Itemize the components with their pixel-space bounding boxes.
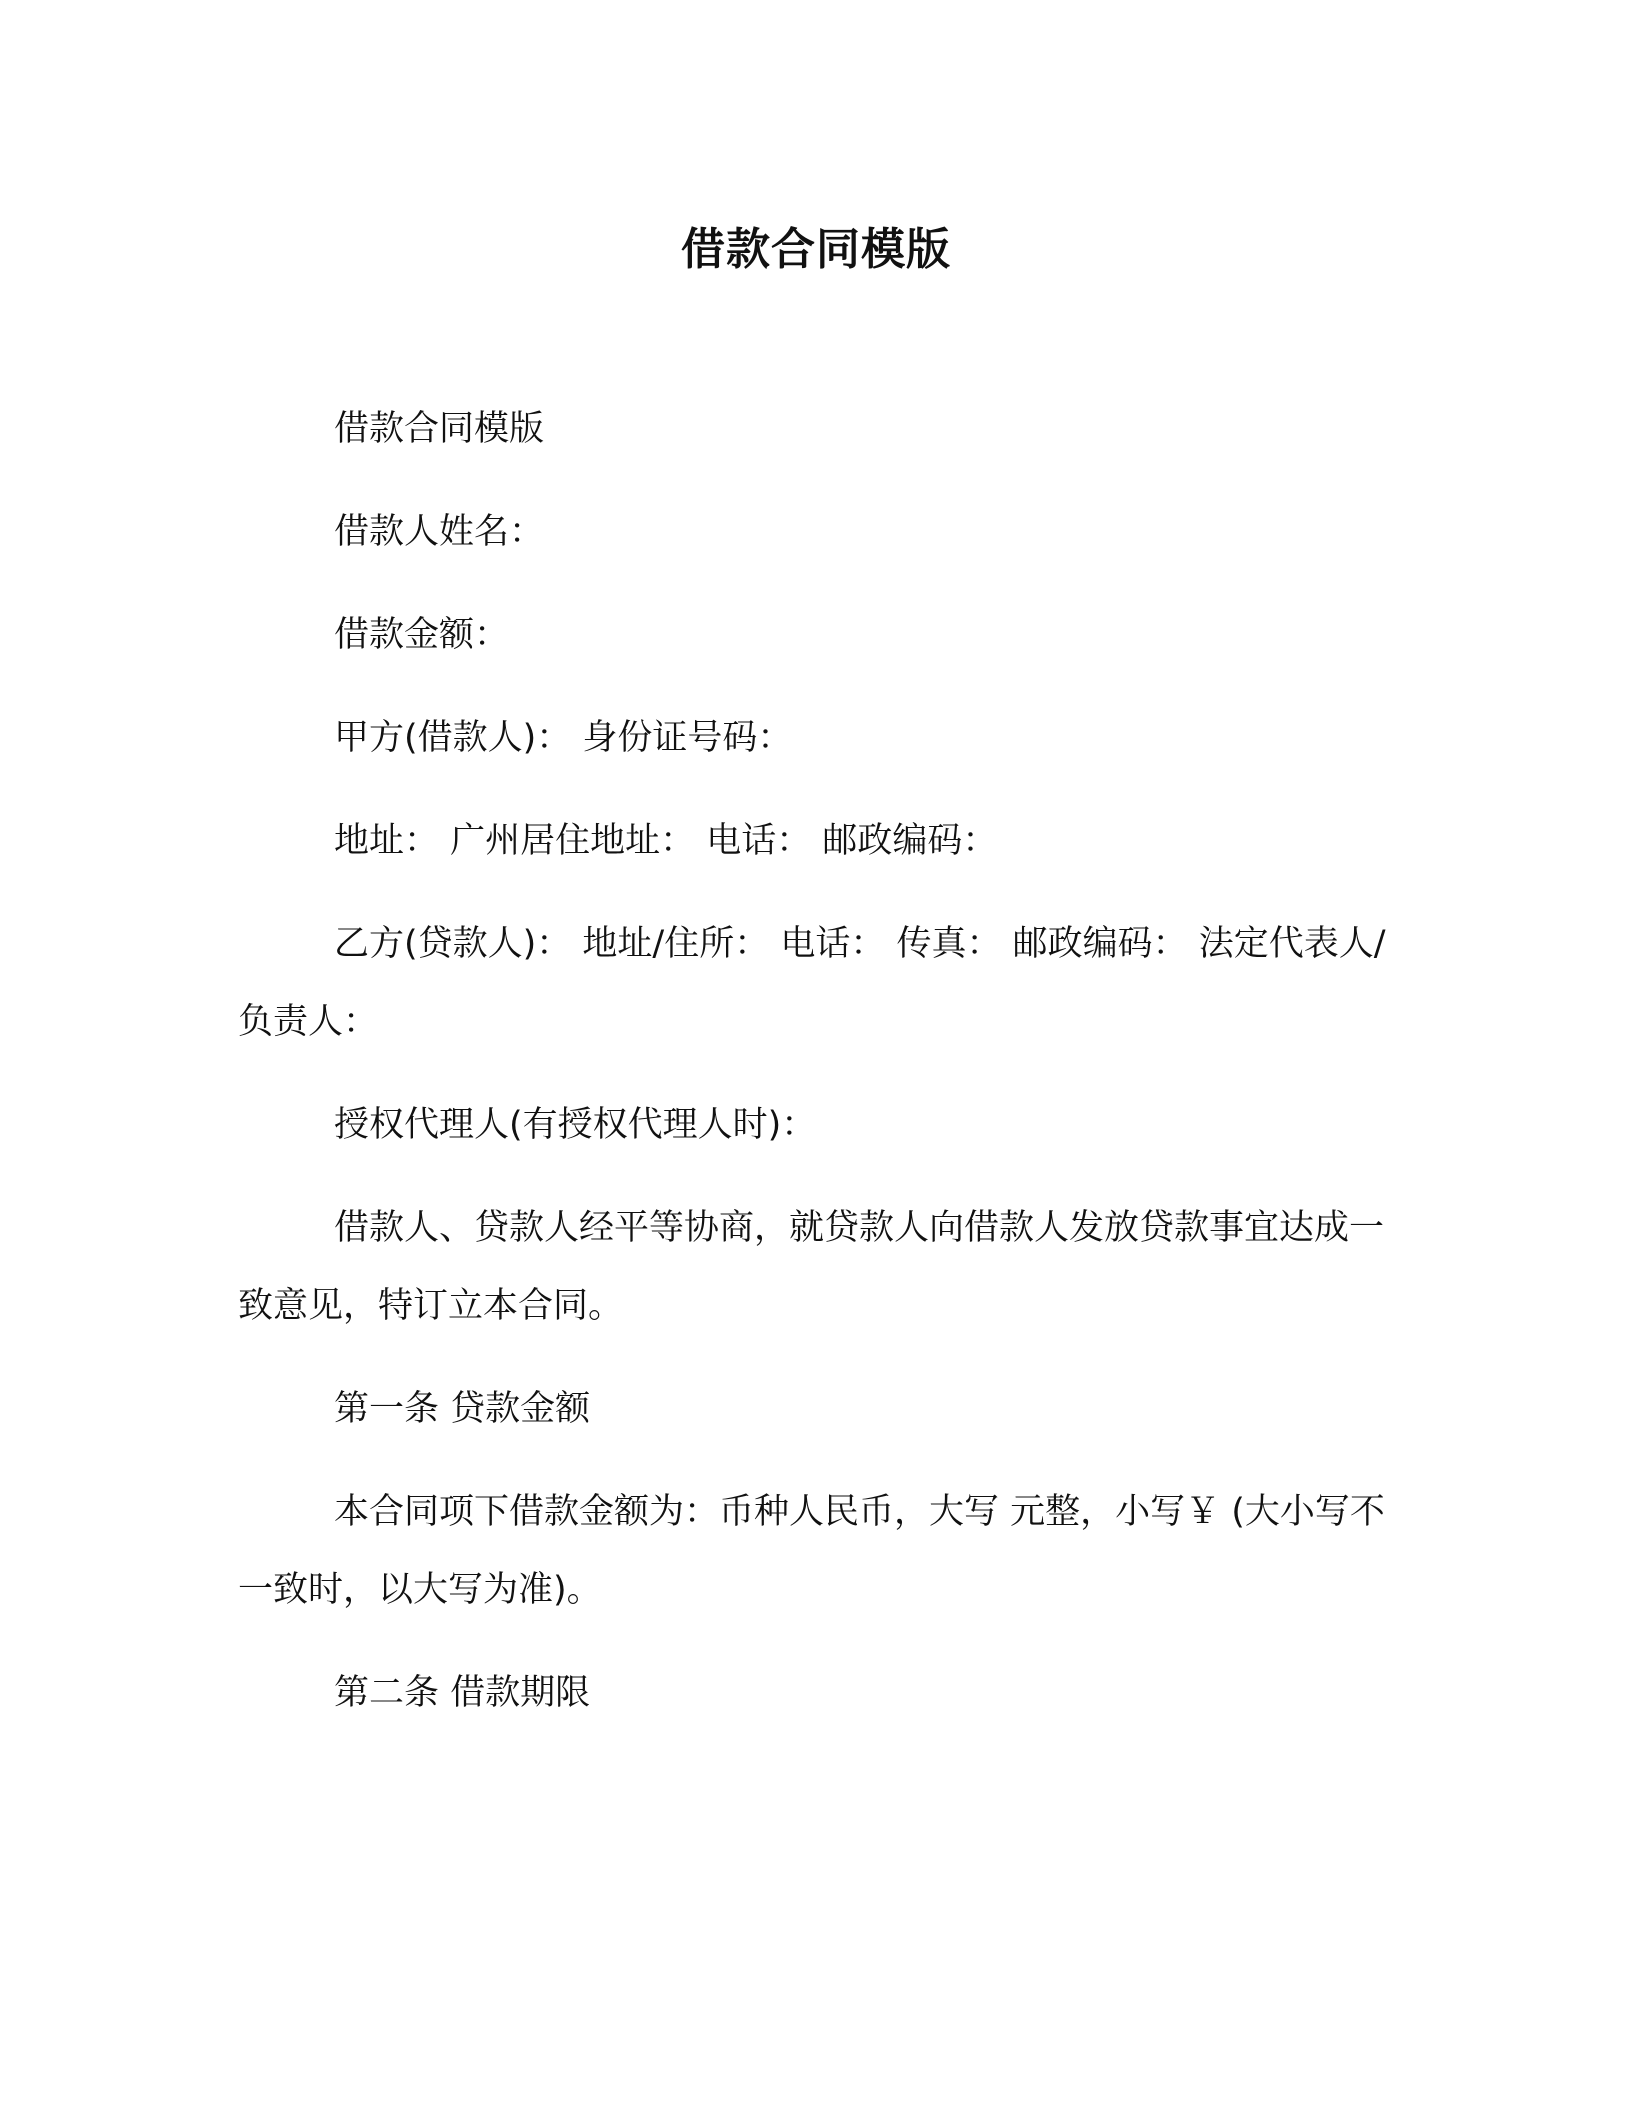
- paragraph-party-a: 甲方(借款人)： 身份证号码：: [334, 718, 793, 758]
- paragraph-article-1-heading: 第一条 贷款金额: [334, 1389, 591, 1429]
- document-title: 借款合同模版: [681, 224, 951, 275]
- paragraph-subtitle: 借款合同模版: [334, 409, 545, 449]
- paragraph-article-1-body: 本合同项下借款金额为：币种人民币，大写 元整，小写￥ (大小写不一致时，以大写为准)。: [238, 1492, 1385, 1610]
- paragraph-authorized-agent: 授权代理人(有授权代理人时)：: [334, 1105, 817, 1145]
- document-body: [238, 390, 1398, 1757]
- paragraph-borrower-name: 借款人姓名：: [334, 512, 545, 552]
- paragraph-address: 地址： 广州居住地址： 电话： 邮政编码：: [334, 821, 998, 861]
- paragraph-party-b: 乙方(贷款人)： 地址/住所： 电话： 传真： 邮政编码： 法定代表人/负责人：: [238, 924, 1386, 1042]
- paragraph-article-2-heading: 第二条 借款期限: [334, 1673, 591, 1713]
- paragraph-agreement-intro: 借款人、贷款人经平等协商，就贷款人向借款人发放贷款事宜达成一致意见，特订立本合同。: [238, 1208, 1385, 1326]
- paragraph-loan-amount: 借款金额：: [334, 615, 510, 655]
